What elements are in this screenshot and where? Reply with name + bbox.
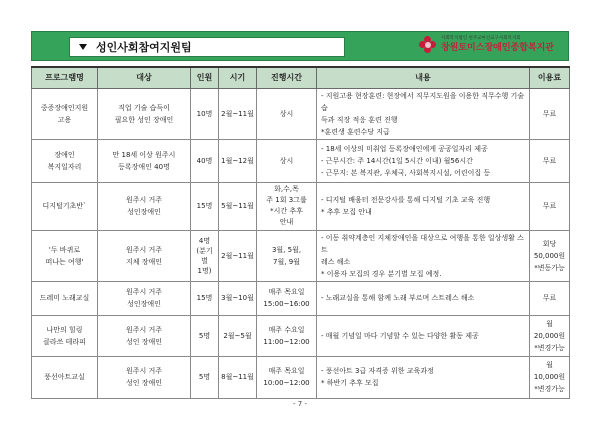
page-title: 성인사회참여지원팀: [96, 41, 192, 54]
cell-fee: 회당 50,000원 *변동가능: [530, 230, 570, 281]
table-row: [32, 182, 570, 230]
column-header-time: 진행시간: [257, 67, 317, 88]
organization-logo: [419, 36, 554, 54]
cell-fee: 무료: [530, 88, 570, 139]
cell-target: 만 18세 이상 원주시 등록장애인 40명: [98, 139, 191, 182]
cell-program: 풍선아트교실: [32, 356, 98, 398]
cell-fee: 월 20,000원 *변경가능: [530, 315, 570, 356]
table-row: [32, 139, 570, 182]
cell-count: 15명: [191, 281, 219, 315]
program-table: [31, 66, 570, 399]
column-header-content: 내용: [317, 67, 530, 88]
cell-target: 원주시 거주 성인장애인: [98, 182, 191, 230]
cell-target: 원주시 거주 지체 장애인: [98, 230, 191, 281]
cell-content: - 풍선아트 3급 자격증 위한 교육과정 * 하반기 추후 모집: [317, 356, 530, 398]
cell-count: 15명: [191, 182, 219, 230]
table-header-row: [32, 67, 570, 88]
cell-time: 화,수,목 주 1회 3그룹 *시간 추후 안내: [257, 182, 317, 230]
table-row: [32, 230, 570, 281]
cell-count: 5명: [191, 356, 219, 398]
cell-time: 매주 목요일 10:00~12:00: [257, 356, 317, 398]
table-row: [32, 356, 570, 398]
cell-fee: 월 10,000원 *변경가능: [530, 356, 570, 398]
cell-period: 2월~5월: [219, 315, 257, 356]
cell-count: 5명: [191, 315, 219, 356]
cell-count: 40명: [191, 139, 219, 182]
table-row: [32, 315, 570, 356]
cell-program: 디지털기초반`: [32, 182, 98, 230]
logo-subtitle: 사회복지법인 천주교마산교구사회복지회: [440, 36, 521, 42]
triangle-down-icon: [79, 44, 87, 50]
logo-name: 창원토미스장애인종합복지관: [440, 42, 554, 53]
title-box: [69, 37, 345, 57]
flower-logo-icon: [419, 36, 437, 54]
column-header-period: 시기: [219, 67, 257, 88]
cell-program: 중증장애인지원 고용: [32, 88, 98, 139]
cell-program: 드레미 노래교실: [32, 281, 98, 315]
cell-period: 2월~11월: [219, 230, 257, 281]
cell-period: 2월~11월: [219, 88, 257, 139]
column-header-target: 대상: [98, 67, 191, 88]
cell-fee: 무료: [530, 182, 570, 230]
cell-content: - 이동 취약계층인 지체장애인을 대상으로 여행을 통한 일상생활 스트 레스 해소 * 이용자 모집의 경우 분기별 모집 예정.: [317, 230, 530, 281]
cell-program: 나만의 힐링 클라쓰 테라피: [32, 315, 98, 356]
cell-content: - 18세 이상의 미취업 등록장애인에게 공공일자리 제공 - 근무시간: 주 14시간(1일 5시간 이내) 월56시간 - 근무지: 본 복지관, 우체국, 사회복지시설, 어린이집 등: [317, 139, 530, 182]
cell-content: - 노래교실을 통해 함께 노래 부르며 스트레스 해소: [317, 281, 530, 315]
cell-target: 원주시 거주 성인 장애인: [98, 356, 191, 398]
section-header: [31, 31, 569, 61]
cell-time: 매주 수요일 11:00~12:00: [257, 315, 317, 356]
cell-period: 1월~12월: [219, 139, 257, 182]
column-header-program: 프로그램명: [32, 67, 98, 88]
page-number: - 7 -: [293, 400, 307, 408]
cell-program: '두 바퀴로 떠나는 여행': [32, 230, 98, 281]
cell-period: 3월~10월: [219, 281, 257, 315]
cell-time: 3월, 5월, 7월, 9월: [257, 230, 317, 281]
table-row: [32, 88, 570, 139]
cell-count: 4명 (분기별 1명): [191, 230, 219, 281]
cell-content: - 지원고용 현장훈련: 현장에서 직무지도원을 이용한 직무수행 기술 습 득과 직장 적응 훈련 진행 *훈련생 훈련수당 지급: [317, 88, 530, 139]
table-row: [32, 281, 570, 315]
cell-time: 상시: [257, 139, 317, 182]
cell-period: 5월~11월: [219, 182, 257, 230]
cell-target: 직업 기술 습득이 필요한 성인 장애인: [98, 88, 191, 139]
column-header-count: 인원: [191, 67, 219, 88]
cell-content: - 디지털 배움터 전문강사를 통해 디지털 기초 교육 진행 * 추후 모집 안내: [317, 182, 530, 230]
cell-count: 10명: [191, 88, 219, 139]
cell-target: 원주시 거주 성인장애인: [98, 281, 191, 315]
cell-program: 장애인 복지일자리: [32, 139, 98, 182]
cell-time: 매주 목요일 15:00~16:00: [257, 281, 317, 315]
cell-fee: 무료: [530, 139, 570, 182]
cell-content: - 매월 기념일 마다 기념할 수 있는 다양한 활동 제공: [317, 315, 530, 356]
cell-period: 8월~11월: [219, 356, 257, 398]
cell-target: 원주시 거주 성인 장애인: [98, 315, 191, 356]
cell-fee: 무료: [530, 281, 570, 315]
cell-time: 상시: [257, 88, 317, 139]
column-header-fee: 이용료: [530, 67, 570, 88]
